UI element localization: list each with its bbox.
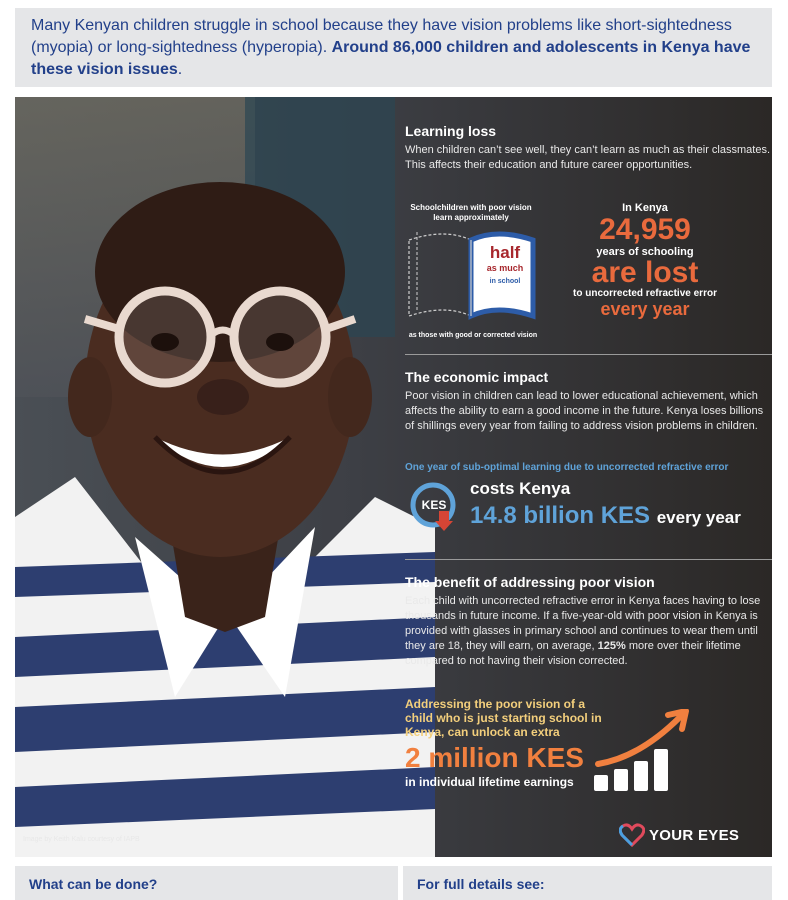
intro-end: . [177, 61, 183, 78]
lost-cause: to uncorrected refractive error [573, 288, 717, 299]
intro-highlight: Around 86,000 children and adolescents in Kenya have these vision issues [31, 39, 751, 78]
infographic-panel [15, 97, 772, 857]
logo-text: YOUR EYES [649, 826, 740, 844]
cost-amount [470, 502, 741, 530]
intro-text: Many Kenyan children struggle in school because they have vision problems like short-sightedness (myopia) or long-sightedness (hyperopia). [31, 17, 732, 56]
benefit-percent: 125% [597, 640, 626, 652]
economic-body: Poor vision in children can lead to lower educational achievement, which affects the ability to earn a good income in the future. Kenya loses billions of shillings every year from failing to address vision problems in children. [405, 390, 764, 432]
divider-1 [405, 354, 772, 355]
every-year: every year [600, 299, 690, 319]
book-caption-bottom: as those with good or corrected vision [408, 332, 538, 339]
divider-2 [405, 559, 772, 560]
benefit-body-1: Each child with uncorrected refractive error in Kenya faces having to lose thousands in future income. If a five-year-old with poor vision in Kenya is provided with glasses in primary school and continues to wear them until they are 18, they will earn, on average, [405, 595, 761, 652]
million-value: 2 million KES [405, 742, 584, 773]
learning-loss-section [405, 123, 772, 173]
economic-section [405, 369, 772, 434]
learning-loss-body: When children can’t see well, they can’t learn as much as their classmates. This affects their education and future career opportunities. [405, 144, 770, 171]
open-book-icon [405, 224, 545, 328]
photo-credit: Image by Keith Kalu courtesy of IAPB [23, 836, 140, 843]
learning-loss-title: Learning loss [405, 123, 497, 139]
benefit-title: The benefit of addressing poor vision [405, 574, 655, 590]
costs-label: costs Kenya [470, 479, 571, 498]
cost-amount-suffix: every year [656, 508, 741, 527]
book-caption-top: Schoolchildren with poor vision learn approximately [410, 203, 532, 222]
economic-subtitle: One year of sub-optimal learning due to uncorrected refractive error [405, 462, 729, 473]
kes-badge: KES [421, 498, 447, 512]
your-eyes-logo [619, 823, 739, 847]
book-in-school: in school [489, 278, 521, 285]
book-as-much: as much [486, 263, 524, 273]
full-details: For full details see: [403, 866, 772, 900]
years-label: years of schooling [596, 246, 694, 258]
benefit-body [405, 594, 772, 669]
are-lost: are lost [591, 256, 699, 289]
what-can-be-done: What can be done? [15, 866, 398, 900]
kenya-stat [560, 202, 730, 319]
growth-bars-icon [590, 709, 700, 794]
benefit-body-2: more over their lifetime compared to not having their vision corrected. [405, 640, 741, 667]
years-value: 24,959 [599, 213, 691, 246]
boy-with-glasses-photo [15, 97, 435, 857]
kenya-label: In Kenya [622, 202, 668, 214]
address-callout: Addressing the poor vision of a child who is just starting school in Kenya, can unlock an extra [405, 697, 602, 739]
book-half: half [489, 243, 521, 262]
benefit-section [405, 574, 772, 669]
economic-title: The economic impact [405, 369, 549, 385]
cost-amount-value: 14.8 billion KES [470, 502, 651, 529]
intro-box [15, 8, 772, 87]
heart-logo-icon [619, 823, 645, 847]
earnings-label: in individual lifetime earnings [405, 775, 574, 789]
